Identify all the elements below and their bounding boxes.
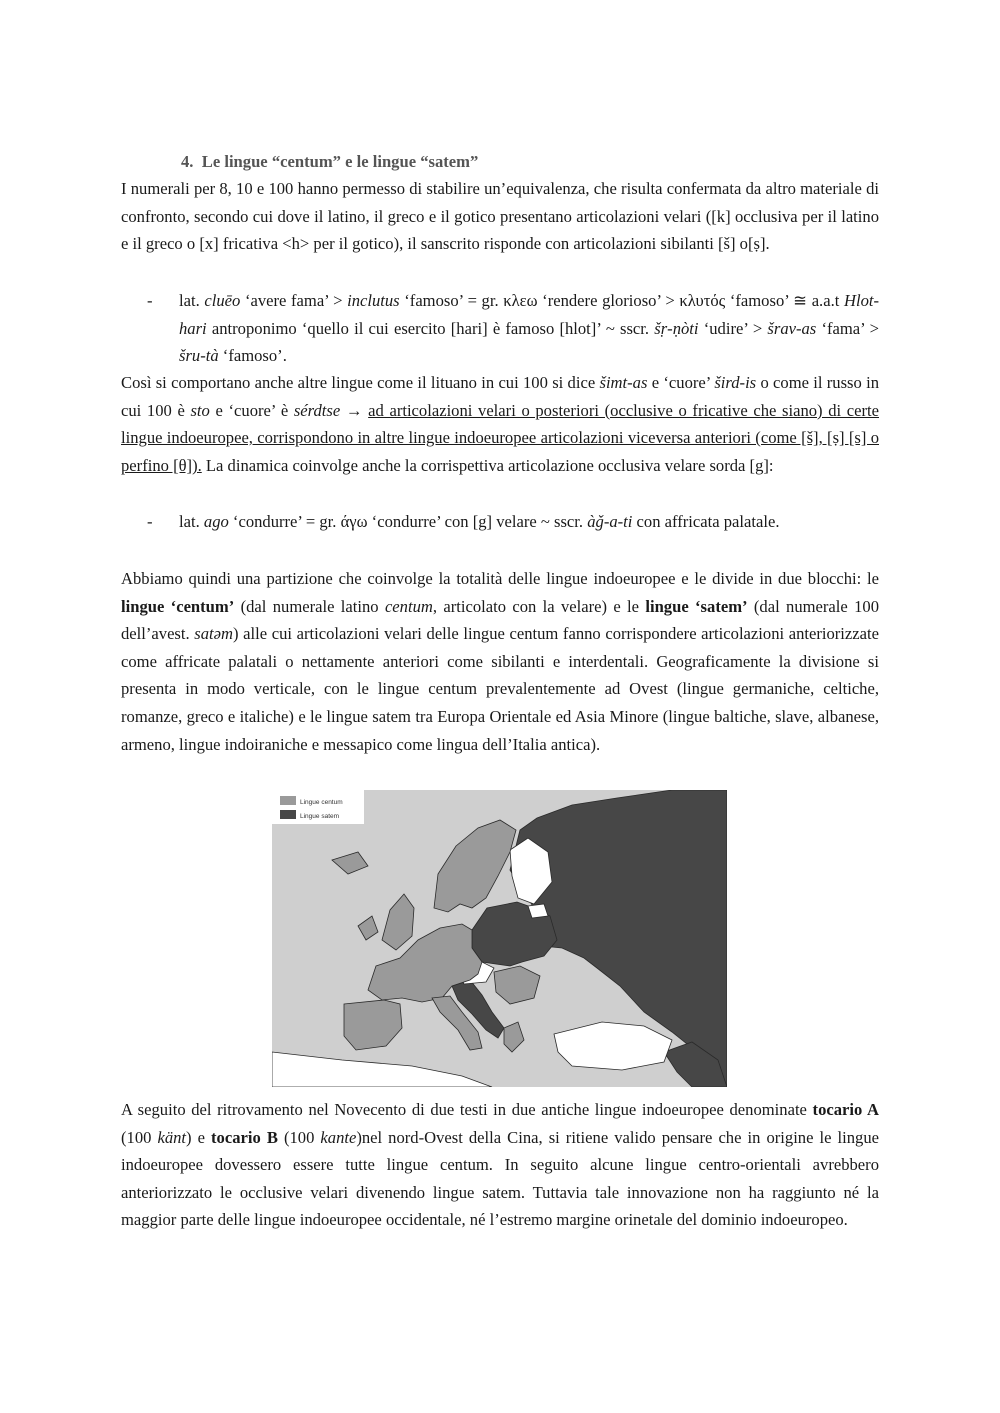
text-run: A seguito del ritrovamento nel Novecento di due testi in due antiche lingue indoeuropee denominate	[121, 1100, 813, 1119]
non-ie-estonia	[528, 904, 548, 918]
text-run: )nel nord-Ovest della Cina, si ritiene valido pensare che in origine le lingue indoeuropee dovessero essere tutte lingue centum. In seguito alcune lingue centro-orientali avrebbero anteriorizzato le occlusive velari divenendo lingue satem. Tuttavia tale innovazione non ha raggiunto né la maggior parte delle lingue indoeuropee occidentale, né l’estremo margine orinetale del dominio indoeuropeo.	[121, 1127, 879, 1230]
section-number: 4.	[181, 152, 194, 171]
text-run: lat.	[179, 512, 204, 531]
legend-swatch-satem	[280, 810, 296, 819]
italic-term: šrav-as	[767, 318, 817, 338]
map-legend	[272, 790, 364, 824]
italic-term: cluēo	[204, 291, 241, 310]
text-run: (dal numerale 100 dell’avest.	[121, 596, 879, 644]
text-run: (dal numerale latino	[234, 596, 385, 616]
paragraph-1	[121, 175, 879, 258]
italic-term: kante	[320, 1127, 357, 1147]
italic-term: sérdtse	[293, 400, 341, 420]
paragraph-4	[121, 1096, 879, 1234]
text-run: e ‘cuore’ è	[209, 400, 294, 420]
text-run: ‘famoso’.	[218, 346, 287, 366]
underlined-statement: ad articolazioni velari o posteriori (occlusive o fricative che siano) di certe lingue indoeuropee, corrispondono in altre lingue indoeuropee articolazioni viceversa anteriori (come [š], [ṣ] [s] o perfino [θ]).	[121, 400, 879, 475]
italic-term: šird-is	[714, 373, 757, 392]
bullet-item-1	[147, 287, 879, 370]
bold-term: tocario A	[812, 1100, 879, 1119]
italic-term: inclutus	[347, 291, 400, 310]
bold-term: lingue ‘centum’	[121, 596, 235, 616]
text-run: ‘fama’ >	[816, 318, 880, 338]
italic-term: känt	[157, 1127, 187, 1147]
text-run: ‘condurre’ = gr. άγω ‘condurre’ con [g] velare ~ sscr.	[228, 512, 588, 531]
text-run: ‘avere fama’ >	[240, 291, 348, 310]
paragraph-2	[121, 369, 879, 479]
bold-term: tocario B	[211, 1127, 278, 1147]
italic-term: šimt-as	[599, 373, 648, 392]
bullet-dash: -	[147, 512, 153, 531]
italic-term: ago	[203, 512, 229, 531]
legend-label-centum: Lingue centum	[300, 799, 343, 806]
italic-term: sto	[190, 400, 210, 420]
italic-term: šru-tà	[179, 346, 219, 366]
text-run: o come il russo in cui 100 è	[121, 373, 879, 420]
italic-term: šṛ-ṇòti	[654, 318, 699, 338]
text-run: lat.	[179, 291, 205, 310]
text-run: La dinamica coinvolge anche la corrispettiva articolazione occlusiva velare sorda [g]:	[201, 455, 774, 475]
text-run: (100	[277, 1127, 321, 1147]
italic-term: satəm	[194, 624, 233, 644]
italic-term: Hlot-hari	[179, 291, 879, 338]
europe-map-figure	[272, 790, 727, 1087]
paragraph-1-text: I numerali per 8, 10 e 100 hanno permesso di stabilire un’equivalenza, che risulta confermata da altro materiale di confronto, secondo cui dove il latino, il greco e il gotico presentano articolazioni velari ([k] occlusiva per il latino e il greco o [x] fricativa <h> per il gotico), il sanscrito risponde con articolazioni sibilanti [š] o[ṣ].	[121, 179, 879, 254]
paragraph-3	[121, 565, 879, 758]
text-run: Così si comportano anche altre lingue come il lituano in cui 100 si dice	[121, 373, 600, 392]
bold-term: lingue ‘satem’	[645, 596, 748, 616]
text-run: (100	[121, 1127, 158, 1147]
text-run: antroponimo ‘quello il cui esercito [hari] è famoso [hlot]’ ~ sscr.	[206, 318, 655, 338]
bullet-item-2	[147, 508, 879, 536]
text-run: , articolato con la velare) e le	[432, 596, 646, 616]
bullet-dash: -	[147, 291, 153, 310]
text-run: ‘udire’ >	[698, 318, 768, 338]
section-heading	[181, 151, 478, 173]
text-run: →	[340, 400, 369, 420]
section-title: Le lingue “centum” e le lingue “satem”	[201, 152, 479, 171]
legend-swatch-centum	[280, 796, 296, 805]
text-run: ) e	[186, 1127, 212, 1147]
bullet-1-text	[179, 287, 879, 370]
text-run: Abbiamo quindi una partizione che coinvolge la totalità delle lingue indoeuropee e le divide in due blocchi: le	[121, 569, 879, 588]
text-run: ) alle cui articolazioni velari delle lingue centum fanno corrispondere articolazioni anteriorizzate come affricate palatali o nettamente anteriori come sibilanti e interdentali. Geograficamente la divisione si presenta in modo verticale, con le lingue centum prevalentemente ad Ovest (lingue germaniche, celtiche, romanze, greco e italiche) e le lingue satem tra Europa Orientale ed Asia Minore (lingue baltiche, slave, albanese, armeno, lingue indoiraniche e messapico come lingua dell’Italia antica).	[121, 624, 879, 754]
bullet-2-text	[179, 508, 879, 536]
italic-term: àǧ-a-ti	[587, 512, 633, 531]
italic-term: centum	[384, 596, 433, 616]
text-run: e ‘cuore’	[647, 373, 715, 392]
text-run: con affricata palatale.	[632, 512, 780, 531]
text-run: ‘famoso’ = gr. κλεω ‘rendere glorioso’ > κλυτός ‘famoso’ ≅ a.a.t	[399, 291, 844, 310]
legend-label-satem: Lingue satem	[300, 813, 340, 820]
